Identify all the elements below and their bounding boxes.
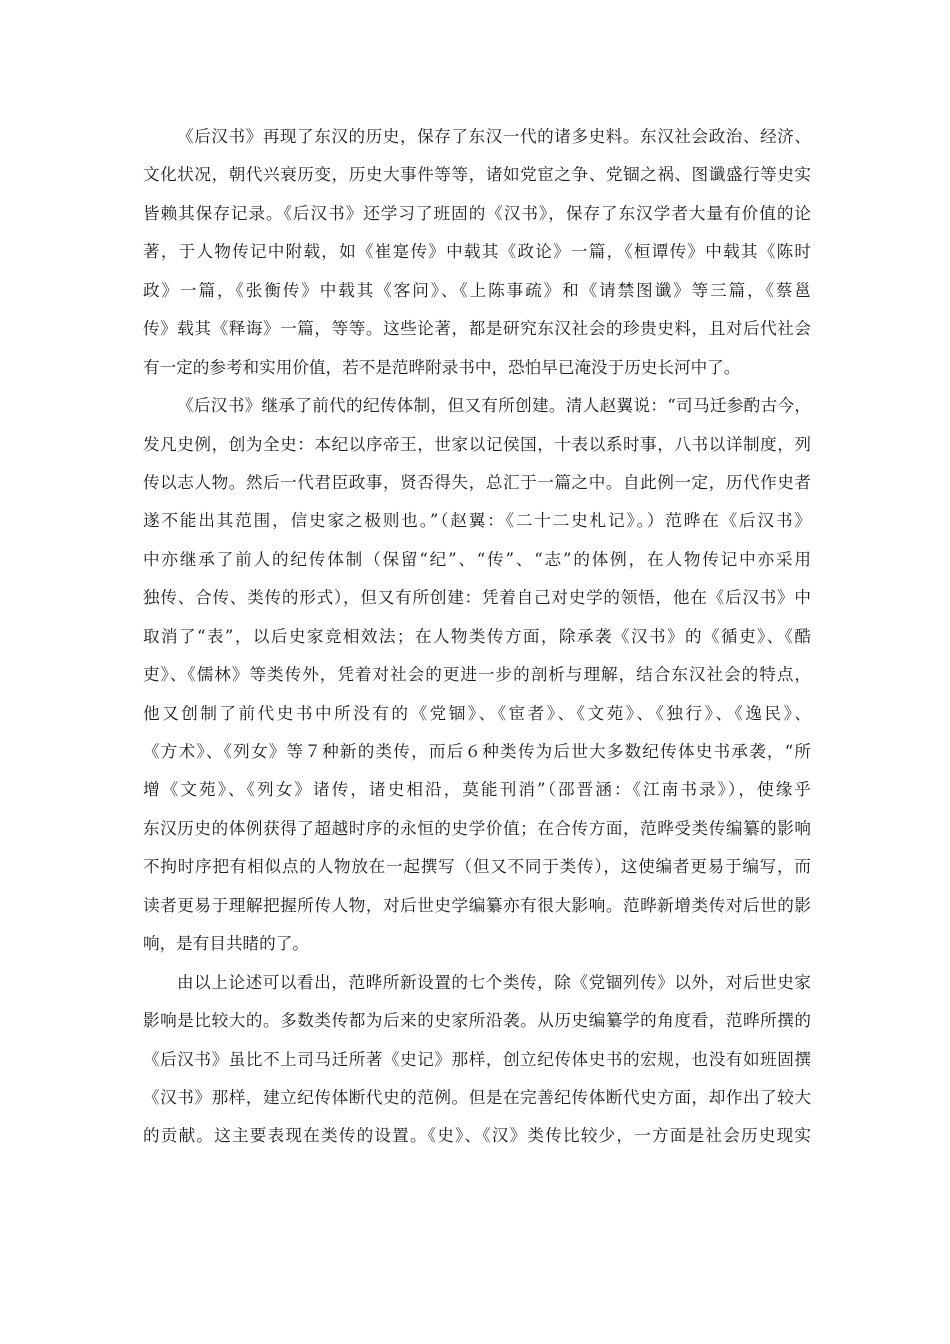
text-line: 不拘时序把有相似点的人物放在一起撰写（但又不同于类传），这使编者更易于编写，而 [143, 857, 811, 877]
text-line: 传》载其《释诲》一篇，等等。这些论著，都是研究东汉社会的珍贵史料，且对后代社会 [143, 319, 811, 339]
text-line: 《方术》、《列女》等７种新的类传，而后６种类传为后世大多数纪传体史书承袭，“所 [143, 742, 811, 761]
text-line: 《汉书》那样，建立纪传体断代史的范例。但是在完善纪传体断代史方面，却作出了较大 [143, 1087, 811, 1107]
text-line: 有一定的参考和实用价值，若不是范晔附录书中，恐怕早已淹没于历史长河中了。 [143, 357, 741, 377]
text-line: 吏》、《儒林》等类传外，凭着对社会的更进一步的剖析与理解，结合东汉社会的特点， [143, 665, 811, 685]
text-line: 响，是有目共睹的了。 [143, 934, 309, 954]
paragraph [143, 387, 811, 964]
text-line: 增《文苑》、《列女》诸传，诸史相沿，莫能刊消”（邵晋涵：《江南书录》），使缘乎 [143, 780, 811, 800]
text-line: 《后汉书》虽比不上司马迁所著《史记》那样，创立纪传体史书的宏规，也没有如班固撰 [143, 1049, 811, 1069]
text-line: 中亦继承了前人的纪传体制（保留“纪”、“传”、“志”的体例，在人物传记中亦采用 [143, 549, 811, 569]
text-line: 东汉历史的体例获得了超越时序的永恒的史学价值；在合传方面，范晔受类传编纂的影响 [143, 818, 811, 838]
text-line: 读者更易于理解把握所传人物，对后世史学编纂亦有很大影响。范晔新增类传对后世的影 [143, 895, 811, 915]
paragraph [143, 118, 811, 387]
text-line: 的贡献。这主要表现在类传的设置。《史》、《汉》类传比较少，一方面是社会历史现实 [143, 1126, 811, 1146]
text-line: 影响是比较大的。多数类传都为后来的史家所沿袭。从历史编纂学的角度看，范晔所撰的 [143, 1011, 811, 1031]
text-line: 文化状况，朝代兴衰历变，历史大事件等等，诸如党宦之争、党锢之祸、图谶盛行等史实 [143, 165, 811, 185]
text-line: 著，于人物传记中附载，如《崔寔传》中载其《政论》一篇，《桓谭传》中载其《陈时 [143, 242, 811, 262]
text-line: 遂不能出其范围，信史家之极则也。”（赵翼：《二十二史札记》。）范晔在《后汉书》 [143, 511, 811, 531]
text-line: 取消了“表”，以后史家竞相效法；在人物类传方面，除承袭《汉书》的《循吏》、《酷 [143, 626, 811, 646]
text-line: 由以上论述可以看出，范晔所新设置的七个类传，除《党锢列传》以外，对后世史家 [177, 972, 811, 992]
text-line: 《后汉书》再现了东汉的历史，保存了东汉一代的诸多史料。东汉社会政治、经济、 [177, 127, 811, 146]
text-line: 皆赖其保存记录。《后汉书》还学习了班固的《汉书》，保存了东汉学者大量有价值的论 [143, 203, 811, 223]
text-line: 政》一篇，《张衡传》中载其《客问》、《上陈事疏》和《请禁图谶》等三篇，《蔡邕 [143, 280, 811, 300]
text-line: 独传、合传、类传的形式），但又有所创建：凭着自己对史学的领悟，他在《后汉书》中 [143, 588, 811, 608]
text-line: 《后汉书》继承了前代的纪传体制，但又有所创建。清人赵翼说：“司马迁参酌古今， [177, 396, 811, 416]
paragraph [143, 964, 811, 1156]
text-line: 传以志人物。然后一代君臣政事，贤否得失，总汇于一篇之中。自此例一定，历代作史者 [143, 472, 811, 492]
text-line: 发凡史例，创为全史：本纪以序帝王，世家以记侯国，十表以系时事，八书以详制度，列 [143, 434, 811, 454]
text-line: 他又创制了前代史书中所没有的《党锢》、《宦者》、《文苑》、《独行》、《逸民》、 [143, 703, 811, 723]
document-body [143, 118, 811, 1156]
